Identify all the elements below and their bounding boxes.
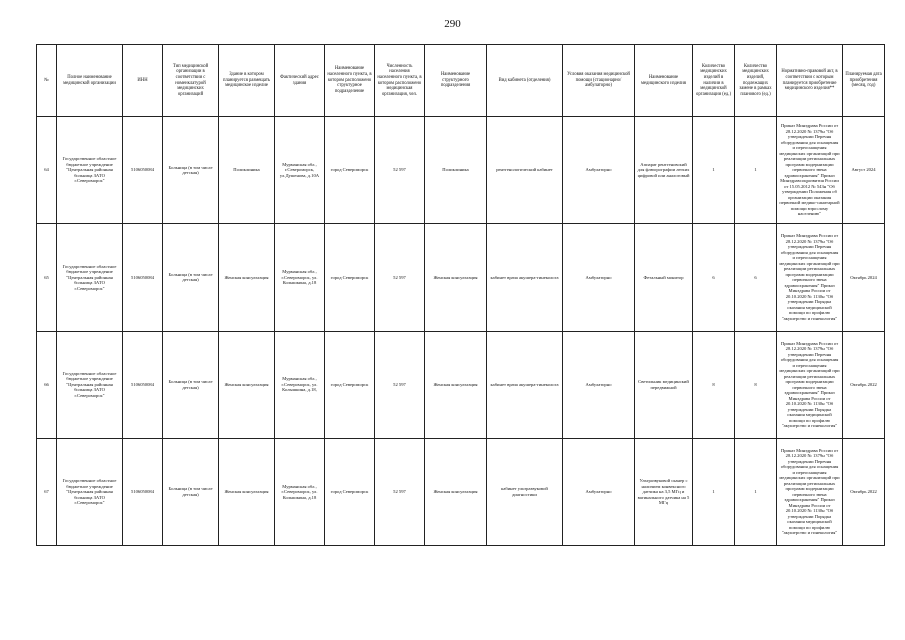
page-number: 290: [444, 18, 461, 30]
table-cell: Больница (в том числе детская): [163, 224, 219, 331]
table-cell: 66: [37, 331, 57, 438]
table-cell: 8: [735, 331, 777, 438]
header-cell: ИНН: [123, 45, 163, 117]
table-cell: 52 597: [375, 117, 425, 224]
table-cell: Больница (в том числе детская): [163, 331, 219, 438]
table-cell: Женская консультация: [219, 438, 275, 545]
table-cell: рентгенологический кабинет: [487, 117, 563, 224]
table-cell: 1: [693, 438, 735, 545]
table-cell: Государственное областное бюджетное учреждение "Центральная районная больница ЗАТО г.Североморск": [57, 438, 123, 545]
table-cell: Октябрь 2022: [843, 438, 885, 545]
table-cell: город Североморск: [325, 438, 375, 545]
table-cell: 6: [735, 224, 777, 331]
table-cell: 1: [735, 438, 777, 545]
table-cell: Амбулаторно: [563, 331, 635, 438]
table-cell: город Североморск: [325, 331, 375, 438]
header-cell: Наименование структурного подразделения: [425, 45, 487, 117]
table-cell: 52 597: [375, 224, 425, 331]
table-cell: Мурманская обл., г.Североморск, ул.Душенова, д.10А: [275, 117, 325, 224]
header-cell: Численность населения населенного пункта, в котором расположено медицинская организация, чел.: [375, 45, 425, 117]
table-header-row: [37, 45, 885, 117]
table-cell: Государственное областное бюджетное учреждение "Центральная районная больница ЗАТО г.Североморск": [57, 224, 123, 331]
table-cell: кабинет врача акушера-гинеколога: [487, 331, 563, 438]
header-cell: Нормативно-правовой акт, в соответствии с которым планируется приобретение медицинского изделия**: [777, 45, 843, 117]
table-cell: Женская консультация: [425, 331, 487, 438]
table-cell: 52 597: [375, 438, 425, 545]
header-cell: Вид кабинета (отделения): [487, 45, 563, 117]
header-cell: Количество медицинских изделий в наличии в медицинской организации (ед.): [693, 45, 735, 117]
table-cell: 65: [37, 224, 57, 331]
table-cell: Мурманская обл., г.Североморск, ул. Колышкина, д.18: [275, 438, 325, 545]
table-cell: Приказ Минздрава России от 28.12.2020 № 1379н "Об утверждении Перечня оборудования для оснащения и переоснащения медицинских организаций при реализации региональных программ модернизации первичного звена здравоохранения" Приказ Минздрава России от 20.10.2020 № 1130н "Об утверждении Порядка оказания медицинской помощи по профилю "акушерство и гинекология": [777, 438, 843, 545]
table-cell: Больница (в том числе детская): [163, 117, 219, 224]
table-cell: 52 597: [375, 331, 425, 438]
header-cell: Фактический адрес здания: [275, 45, 325, 117]
table-cell: 5106050084: [123, 331, 163, 438]
table-row: [37, 117, 885, 224]
table-cell: Август 2024: [843, 117, 885, 224]
table-cell: Октябрь 2024: [843, 224, 885, 331]
table-cell: Государственное областное бюджетное учреждение "Центральная районная больница ЗАТО г.Североморск": [57, 331, 123, 438]
header-cell: Тип медицинской организации в соответствии с номенклатурой медицинских организаций: [163, 45, 219, 117]
header-cell: Планируемая дата приобретения (месяц, год): [843, 45, 885, 117]
table-cell: кабинет врача акушера-гинеколога: [487, 224, 563, 331]
table-cell: Больница (в том числе детская): [163, 438, 219, 545]
header-cell: №: [37, 45, 57, 117]
equipment-table: [36, 44, 885, 546]
table-cell: Приказ Минздрава России от 28.12.2020 № 1379н "Об утверждении Перечня оборудования для оснащения и переоснащения медицинских организаций при реализации региональных программ модернизации первичного звена здравоохранения" Приказ Минздрава России от 20.10.2020 № 1130н "Об утверждении Порядка оказания медицинской помощи по профилю "акушерство и гинекология": [777, 331, 843, 438]
table-cell: Женская консультация: [219, 331, 275, 438]
table-cell: Поликлиника: [425, 117, 487, 224]
table-row: [37, 438, 885, 545]
table-cell: Амбулаторно: [563, 438, 635, 545]
table-row: [37, 224, 885, 331]
table-cell: кабинет ультразвуковой диагностики: [487, 438, 563, 545]
table-cell: Аппарат рентгеновский для флюорографии легких цифровой или аналоговый: [635, 117, 693, 224]
header-cell: Здание в котором планируется размещать медицинское изделие: [219, 45, 275, 117]
table-cell: Мурманская обл., г.Североморск, ул. Колышкина, д.18: [275, 224, 325, 331]
table-cell: Октябрь 2022: [843, 331, 885, 438]
table-cell: Светильник медицинский передвижной: [635, 331, 693, 438]
table-cell: 8: [693, 331, 735, 438]
table-cell: 64: [37, 117, 57, 224]
table-cell: Фетальный монитор: [635, 224, 693, 331]
table-cell: 5106050084: [123, 224, 163, 331]
table-cell: Приказ Минздрава России от 28.12.2020 № 1379н "Об утверждении Перечня оборудования для оснащения и переоснащения медицинских организаций при реализации региональных программ модернизации первичного звена здравоохранения" Приказ Минздравсоцразвития России от 15.05.2012 № 543н "Об утверждении Положения об организации оказания первичной медико-санитарной помощи взрослому населению": [777, 117, 843, 224]
table-cell: Приказ Минздрава России от 28.12.2020 № 1379н "Об утверждении Перечня оборудования для оснащения и переоснащения медицинских организаций при реализации региональных программ модернизации первичного звена здравоохранения" Приказ Минздрава России от 20.10.2020 № 1130н "Об утверждении Порядка оказания медицинской помощи по профилю "акушерство и гинекология": [777, 224, 843, 331]
table-cell: Государственное областное бюджетное учреждение "Центральная районная больница ЗАТО г.Североморск": [57, 117, 123, 224]
header-cell: Наименование населенного пункта, в котором расположено структурное подразделение: [325, 45, 375, 117]
table-cell: Поликлиника: [219, 117, 275, 224]
table-cell: 1: [693, 117, 735, 224]
table-cell: 5106050084: [123, 117, 163, 224]
table-row: [37, 331, 885, 438]
table-cell: Мурманская обл., г.Североморск, ул. Колышкина, д.18,: [275, 331, 325, 438]
table-cell: Женская консультация: [425, 224, 487, 331]
table-cell: 5106050084: [123, 438, 163, 545]
header-cell: Количество медицинских изделий, подлежащих замене в рамках планового (ед.): [735, 45, 777, 117]
table-cell: 6: [693, 224, 735, 331]
table-cell: Амбулаторно: [563, 117, 635, 224]
header-cell: Наименование медицинского изделия: [635, 45, 693, 117]
table-cell: Амбулаторно: [563, 224, 635, 331]
table-cell: город Североморск: [325, 224, 375, 331]
header-cell: Полное наименование медицинской организации: [57, 45, 123, 117]
table-cell: 1: [735, 117, 777, 224]
table-cell: Ультразвуковой сканер с наличием конвексного датчика на 3,5 МГц и вагинального датчика на 5 МГц: [635, 438, 693, 545]
table-cell: Женская консультация: [219, 224, 275, 331]
header-cell: Условия оказания медицинской помощи (стационарно/амбулаторно): [563, 45, 635, 117]
table-cell: 67: [37, 438, 57, 545]
table-cell: город Североморск: [325, 117, 375, 224]
table-cell: Женская консультация: [425, 438, 487, 545]
